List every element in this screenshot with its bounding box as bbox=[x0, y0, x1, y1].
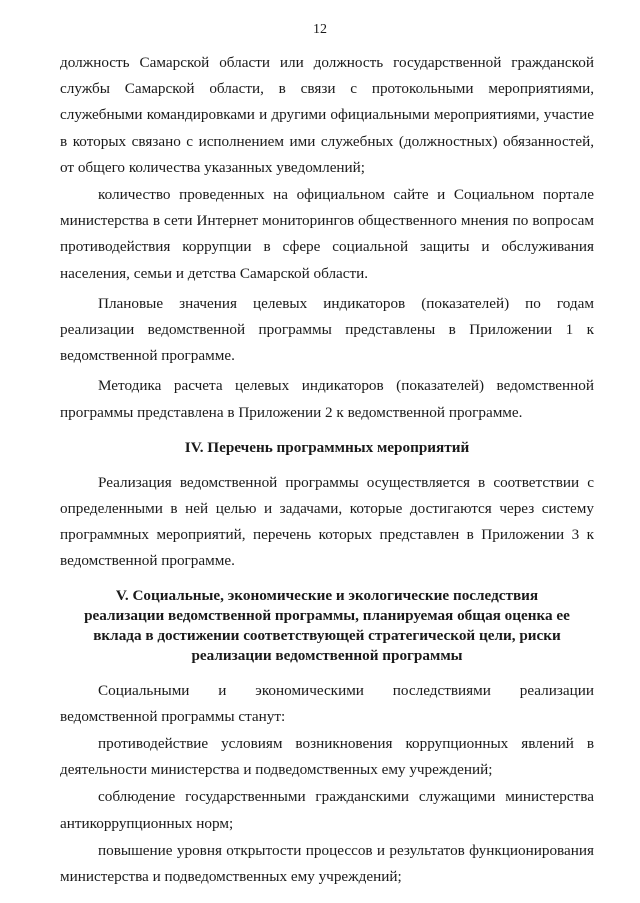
heading-line: реализации ведомственной программы, планируемая общая оценка ее bbox=[84, 606, 570, 624]
section-heading-5 bbox=[60, 586, 594, 666]
paragraph: Плановые значения целевых индикаторов (показателей) по годам реализации ведомственной программы представлены в Приложении 1 к ведомственной программе. bbox=[60, 294, 594, 365]
paragraph: соблюдение государственными гражданскими служащими министерства антикоррупционных норм; bbox=[60, 788, 594, 832]
document-body bbox=[60, 50, 594, 890]
paragraph: количество проведенных на официальном сайте и Социальном портале министерства в сети Интернет мониторингов общественного мнения по вопросам противодействия коррупции в сфере социальной защиты и обслуживания населения, семьи и детства Самарской области. bbox=[60, 186, 594, 282]
paragraph: Реализация ведомственной программы осуществляется в соответствии с определенными в ней целью и задачами, которые достигаются через систему программных мероприятий, перечень которых представлен в Приложении 3 к ведомственной программе. bbox=[60, 473, 594, 570]
paragraph: противодействие условиям возникновения коррупционных явлений в деятельности министерства и подведомственных ему учреждений; bbox=[60, 735, 594, 779]
page-number: 12 bbox=[313, 22, 327, 37]
paragraph-continuation: должность Самарской области или должность государственной гражданской службы Самарской области, в связи с протокольными мероприятиями, служебными командировками и другими официальными мероприятиями, участие в которых связано с исполнением ими служебных (должностных) обязанностей, от общего количества указанных уведомлений; bbox=[60, 54, 594, 176]
paragraph: повышение уровня открытости процессов и результатов функционирования министерства и подведомственных ему учреждений; bbox=[60, 841, 594, 886]
heading-line: реализации ведомственной программы bbox=[191, 646, 463, 664]
heading-line: вклада в достижении соответствующей стратегической цели, риски bbox=[93, 626, 561, 644]
paragraph: Методика расчета целевых индикаторов (показателей) ведомственной программы представлена в Приложении 2 к ведомственной программе. bbox=[60, 377, 594, 421]
heading-line: V. Социальные, экономические и экологические последствия bbox=[115, 586, 539, 604]
paragraph: Социальными и экономическими последствиями реализации ведомственной программы станут: bbox=[60, 681, 594, 725]
section-heading-4: IV. Перечень программных мероприятий bbox=[184, 438, 470, 456]
